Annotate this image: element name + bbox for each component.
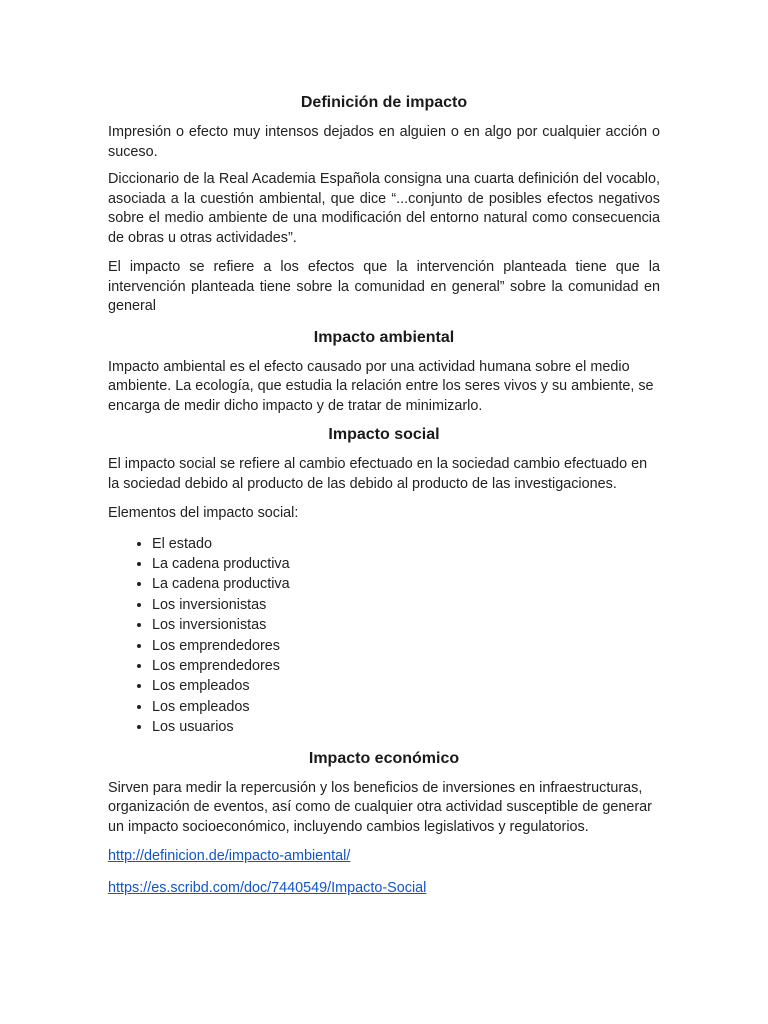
- list-item: • Los empleados: [152, 697, 660, 717]
- list-item: • Los empleados: [152, 676, 660, 696]
- paragraph-definicion-1: Impresión o efecto muy intensos dejados en alguien o en algo por cualquier acción o suceso.: [108, 124, 660, 160]
- paragraph-definicion-3: El impacto se refiere a los efectos que la intervención planteada tiene que la intervención planteada tiene sobre la comunidad en general” sobre la comunidad en general: [108, 259, 660, 314]
- link-definicion[interactable]: http://definicion.de/impacto-ambiental/: [108, 848, 351, 865]
- list-item: • La cadena productiva: [152, 574, 660, 594]
- paragraph-economico: Sirven para medir la repercusión y los beneficios de inversiones en infraestructuras, organización de eventos, así como de cualquier otra actividad susceptible de generar un impacto socioeconómico, incluyendo cambios legislativos y regulatorios.: [108, 779, 652, 835]
- list-item: • Los inversionistas: [152, 595, 660, 615]
- paragraph-social: El impacto social se refiere al cambio efectuado en la sociedad cambio efectuado en la sociedad debido al producto de las debido al producto de las investigaciones.: [108, 456, 648, 492]
- paragraph-elementos: Elementos del impacto social:: [108, 505, 299, 521]
- section-title-definicion: Definición de impacto: [300, 94, 468, 111]
- section-title-economico: Impacto económico: [308, 749, 460, 767]
- paragraph-ambiental: Impacto ambiental es el efecto causado por una actividad humana sobre el medio ambiente. La ecología, que estudia la relación entre los seres vivos y su ambiente, se encarga de medir dicho impacto y de tratar de minimizarlo.: [108, 358, 654, 414]
- section-title-social: Impacto social: [328, 426, 440, 443]
- link-row-definicion: [108, 847, 660, 867]
- list-item: • La cadena productiva: [152, 554, 660, 574]
- link-scribd[interactable]: https://es.scribd.com/doc/7440549/Impacto-Social: [108, 879, 427, 896]
- list-item: • Los emprendedores: [152, 636, 660, 656]
- list-item: • Los usuarios: [152, 717, 660, 737]
- list-item: • Los emprendedores: [152, 656, 660, 676]
- link-row-scribd: [108, 879, 660, 899]
- list-item: • El estado: [152, 534, 660, 554]
- paragraph-definicion-2: Diccionario de la Real Academia Española consigna una cuarta definición del vocablo, asociada a la cuestión ambiental, que dice “...conjunto de posibles efectos negativos sobre el medio ambiente de una modificación del entorno natural como consecuencia de obras u otras actividades”.: [108, 171, 660, 246]
- list-item: • Los inversionistas: [152, 615, 660, 635]
- elementos-list: [108, 534, 660, 738]
- section-title-ambiental: Impacto ambiental: [313, 328, 455, 346]
